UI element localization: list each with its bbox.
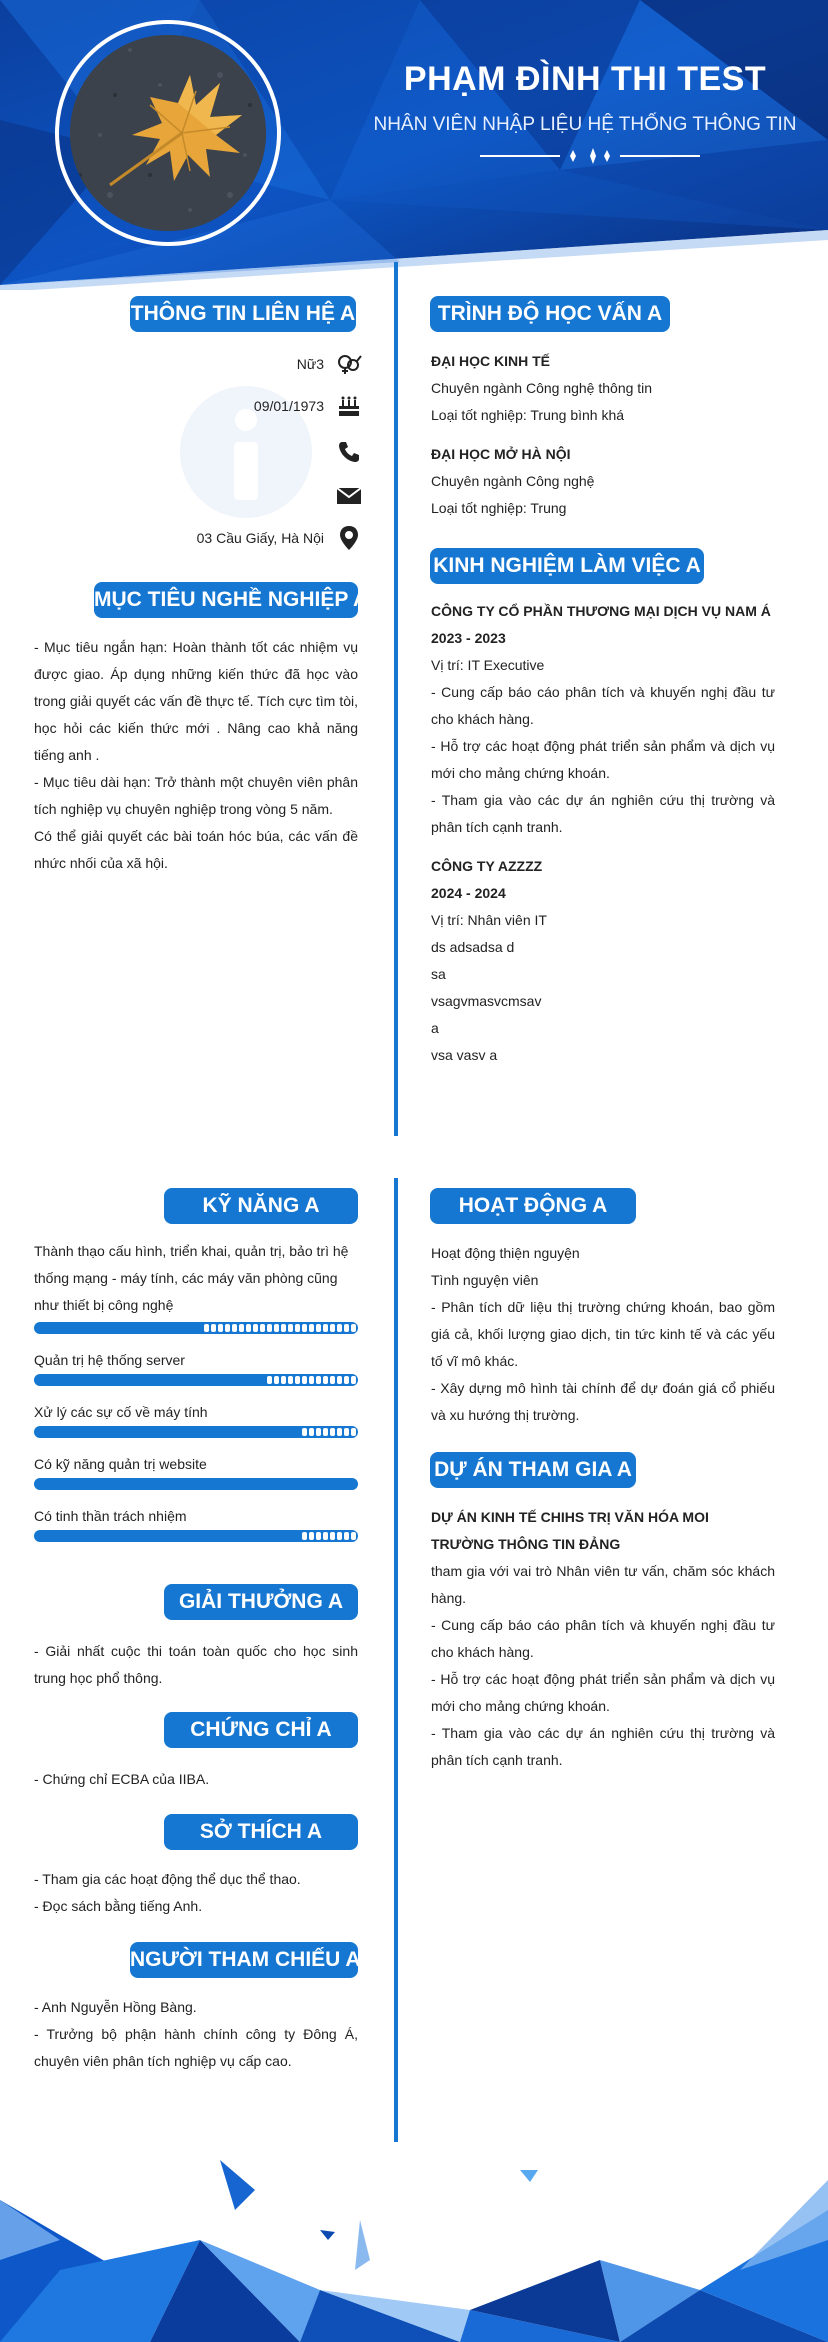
experience-line: - Hỗ trợ các hoạt động phát triển sản phẩm và dịch vụ mới cho mảng chứng khoán. bbox=[431, 738, 775, 781]
objective-line: Có thể giải quyết các bài toán hóc búa, các vấn đề nhức nhối của xã hội. bbox=[34, 828, 358, 871]
avatar bbox=[70, 35, 266, 231]
activities-section-title: HOẠT ĐỘNG A bbox=[430, 1188, 636, 1224]
experience-line: sa bbox=[431, 966, 446, 982]
education-school: ĐẠI HỌC MỞ HÀ NỘI bbox=[431, 446, 571, 462]
skill-name: Thành thạo cấu hình, triển khai, quản trị, bảo trì hệ thống mạng - máy tính, các máy văn phòng cũng như thiết bị công nghệ bbox=[34, 1243, 349, 1313]
project-line: - Cung cấp báo cáo phân tích và khuyến nghị đầu tư cho khách hàng. bbox=[431, 1617, 775, 1660]
experience-company: CÔNG TY AZZZZ bbox=[431, 858, 543, 874]
experience-line: vsagvmasvcmsav bbox=[431, 993, 542, 1009]
certificates-text bbox=[34, 1766, 358, 1793]
education-grade: Loại tốt nghiệp: Trung bbox=[431, 500, 567, 516]
birthday-cake-icon bbox=[336, 393, 362, 419]
reference-line: - Trưởng bộ phận hành chính công ty Đông Á, chuyên viên phân tích nghiệp vụ cấp cao. bbox=[34, 2026, 358, 2069]
objective-line: - Mục tiêu ngắn hạn: Hoàn thành tốt các nhiệm vụ được giao. Áp dụng những kiến thức đã học vào trong giải quyết các vấn đề thực tế. Tích cực tìm tòi, học hỏi các kiến thức mới . Nâng cao khả năng tiếng anh . bbox=[34, 639, 358, 763]
location-pin-icon bbox=[336, 525, 362, 551]
education-section-title: TRÌNH ĐỘ HỌC VẤN A bbox=[430, 296, 670, 332]
gender-value: Nữ3 bbox=[296, 356, 324, 372]
header-banner bbox=[0, 0, 828, 290]
contact-address-row bbox=[197, 524, 362, 552]
experience-company: CÔNG TY CỔ PHẦN THƯƠNG MẠI DỊCH VỤ NAM Á bbox=[431, 603, 771, 619]
skill-bar bbox=[34, 1426, 358, 1438]
hobbies-text bbox=[34, 1866, 358, 1920]
project-line: tham gia với vai trò Nhân viên tư vấn, chăm sóc khách hàng. bbox=[431, 1563, 775, 1606]
skills-section-title: KỸ NĂNG A bbox=[164, 1188, 358, 1224]
activities-text bbox=[431, 1240, 775, 1429]
gender-icon bbox=[336, 351, 362, 377]
projects-section-title: DỰ ÁN THAM GIA A bbox=[430, 1452, 636, 1488]
experience-list bbox=[431, 598, 775, 1069]
experience-line: Vị trí: Nhân viên IT bbox=[431, 912, 547, 928]
reference-line: - Anh Nguyễn Hồng Bàng. bbox=[34, 1999, 197, 2015]
footer-banner bbox=[0, 2120, 828, 2342]
awards-text bbox=[34, 1638, 358, 1692]
contact-birthday-row bbox=[254, 392, 362, 420]
activity-line: - Phân tích dữ liệu thị trường chứng khoán, bao gồm giá cả, khối lượng giao dịch, tin tức kinh tế và các yếu tố vĩ mô khác. bbox=[431, 1299, 775, 1369]
skill-name: Có kỹ năng quản trị website bbox=[34, 1456, 207, 1472]
candidate-name: PHẠM ĐÌNH THI TEST bbox=[403, 60, 767, 98]
award-line: - Giải nhất cuộc thi toán toàn quốc cho học sinh trung học phổ thông. bbox=[34, 1643, 358, 1686]
hobby-line: - Đọc sách bằng tiếng Anh. bbox=[34, 1898, 203, 1914]
experience-section-title: KINH NGHIỆM LÀM VIỆC A bbox=[430, 548, 704, 584]
activity-line: - Xây dựng mô hình tài chính để dự đoán giá cổ phiếu và xu hướng thị trường. bbox=[431, 1380, 775, 1423]
email-envelope-icon bbox=[336, 483, 362, 509]
address-value: 03 Cầu Giấy, Hà Nội bbox=[196, 530, 324, 546]
objective-section-title: MỤC TIÊU NGHỀ NGHIỆP A bbox=[94, 582, 358, 618]
birthday-value: 09/01/1973 bbox=[253, 398, 324, 414]
projects-text bbox=[431, 1504, 775, 1774]
skill-name: Có tinh thần trách nhiệm bbox=[34, 1508, 187, 1524]
objective-text bbox=[34, 634, 358, 877]
project-line: - Hỗ trợ các hoạt động phát triển sản phẩm và dịch vụ mới cho mảng chứng khoán. bbox=[431, 1671, 775, 1714]
project-line: - Tham gia vào các dự án nghiên cứu thị trường và phân tích cạnh tranh. bbox=[431, 1725, 775, 1768]
hobbies-section-title: SỞ THÍCH A bbox=[164, 1814, 358, 1850]
certificate-line: - Chứng chỉ ECBA của IIBA. bbox=[34, 1771, 210, 1787]
column-divider-top bbox=[394, 262, 398, 1136]
skill-bar bbox=[34, 1322, 358, 1334]
column-divider-bottom bbox=[394, 1178, 398, 2142]
references-section-title: NGƯỜI THAM CHIẾU A bbox=[130, 1942, 358, 1978]
references-text bbox=[34, 1994, 358, 2075]
contact-phone-row bbox=[324, 438, 362, 466]
job-title: NHÂN VIÊN NHẬP LIỆU HỆ THỐNG THÔNG TIN bbox=[373, 114, 797, 135]
experience-line: Vị trí: IT Executive bbox=[431, 657, 545, 673]
objective-line: - Mục tiêu dài hạn: Trở thành một chuyên viên phân tích nghiệp vụ chuyên nghiệp trong vòng 5 năm. bbox=[34, 774, 358, 817]
skill-bar bbox=[34, 1478, 358, 1490]
footer-polygon-background bbox=[0, 2120, 828, 2342]
certificates-section-title: CHỨNG CHỈ A bbox=[164, 1712, 358, 1748]
experience-line: ds adsadsa d bbox=[431, 939, 515, 955]
education-grade: Loại tốt nghiệp: Trung bình khá bbox=[431, 407, 625, 423]
skill-name: Quản trị hệ thống server bbox=[34, 1352, 185, 1368]
experience-line: a bbox=[431, 1020, 439, 1036]
contact-gender-row bbox=[297, 350, 362, 378]
experience-period: 2024 - 2024 bbox=[431, 885, 506, 901]
skill-name: Xử lý các sự cố về máy tính bbox=[34, 1404, 208, 1420]
activity-line: Tình nguyện viên bbox=[431, 1272, 539, 1288]
skill-bar bbox=[34, 1530, 358, 1542]
experience-line: vsa vasv a bbox=[431, 1047, 498, 1063]
contact-section-title: THÔNG TIN LIÊN HỆ A bbox=[130, 296, 356, 332]
contact-email-row bbox=[324, 482, 362, 510]
experience-line: - Tham gia vào các dự án nghiên cứu thị trường và phân tích cạnh tranh. bbox=[431, 792, 775, 835]
experience-line: - Cung cấp báo cáo phân tích và khuyến nghị đầu tư cho khách hàng. bbox=[431, 684, 775, 727]
education-major: Chuyên ngành Công nghệ thông tin bbox=[431, 380, 653, 396]
experience-period: 2023 - 2023 bbox=[431, 630, 506, 646]
title-stars-divider bbox=[480, 146, 700, 166]
education-list bbox=[431, 348, 781, 522]
phone-icon bbox=[336, 439, 362, 465]
leaf-photo bbox=[70, 35, 266, 231]
hobby-line: - Tham gia các hoạt động thể dục thể thao. bbox=[34, 1871, 301, 1887]
project-name: DỰ ÁN KINH TẾ CHIHS TRỊ VĂN HÓA MOI TRƯỜNG THÔNG TIN ĐẢNG bbox=[431, 1509, 709, 1552]
skill-bar bbox=[34, 1374, 358, 1386]
education-major: Chuyên ngành Công nghệ bbox=[431, 473, 595, 489]
education-school: ĐẠI HỌC KINH TẾ bbox=[431, 353, 550, 369]
awards-section-title: GIẢI THƯỞNG A bbox=[164, 1584, 358, 1620]
activity-line: Hoạt động thiện nguyện bbox=[431, 1245, 580, 1261]
